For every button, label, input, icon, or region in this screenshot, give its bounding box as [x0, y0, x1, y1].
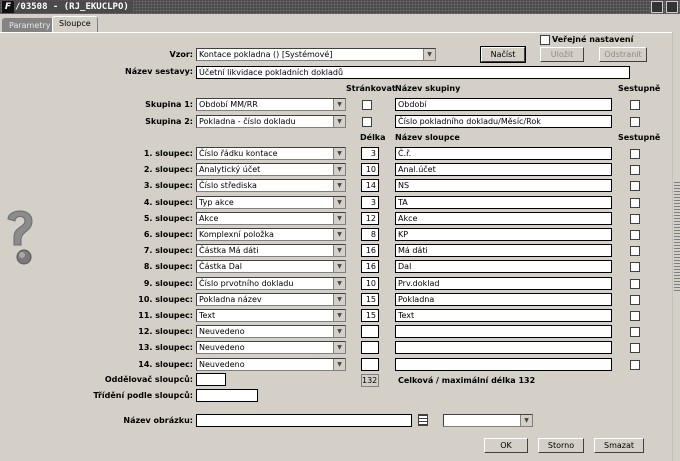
chevron-down-icon: ▼ [333, 261, 345, 272]
chevron-down-icon: ▼ [520, 415, 532, 426]
chevron-down-icon: ▼ [333, 294, 345, 305]
column-select[interactable] [196, 277, 346, 290]
load-button[interactable]: Načíst [481, 47, 525, 62]
column-select-value: Číslo řádku kontace [199, 149, 278, 158]
window-title: /03508 - (RJ_EKUCLPO) [15, 1, 133, 13]
column-label: 6. sloupec: [143, 230, 193, 239]
column-name-input[interactable]: Č.ř. [395, 147, 612, 160]
column-desc-checkbox[interactable] [630, 165, 640, 175]
column-select-value: Text [199, 311, 216, 320]
chevron-down-icon: ▼ [333, 342, 345, 353]
column-label: 9. sloupec: [143, 279, 193, 288]
column-length-input[interactable] [361, 325, 379, 338]
vzor-label: Vzor: [169, 50, 193, 59]
chevron-down-icon: ▼ [333, 180, 345, 191]
app-logo-icon: F [2, 1, 14, 13]
column-desc-checkbox[interactable] [630, 214, 640, 224]
group-2-page-checkbox[interactable] [362, 117, 372, 127]
column-length-input[interactable]: 3 [361, 147, 379, 160]
column-select[interactable] [196, 163, 346, 176]
column-select[interactable] [196, 358, 346, 371]
column-select-value: Akce [199, 214, 219, 223]
column-name-input[interactable] [395, 341, 612, 354]
chevron-down-icon: ▼ [333, 245, 345, 256]
column-name-input[interactable]: Prv.doklad [395, 277, 612, 290]
column-desc-checkbox[interactable] [630, 149, 640, 159]
group-1-desc-checkbox[interactable] [630, 100, 640, 110]
chevron-down-icon: ▼ [333, 213, 345, 224]
column-label: 14. sloupec: [138, 360, 193, 369]
column-select[interactable] [196, 212, 346, 225]
column-name-input[interactable]: KP [395, 228, 612, 241]
set-name-input[interactable]: Účetní likvidace pokladních dokladů [196, 66, 630, 79]
column-label: 10. sloupec: [138, 295, 193, 304]
group-1-label: Skupina 1: [145, 100, 193, 109]
column-select-value: Částka Má dáti [199, 246, 259, 255]
column-select-value: Typ akce [199, 198, 234, 207]
total-length-value: 132 [362, 376, 378, 385]
column-select-value: Částka Dal [199, 262, 243, 271]
column-name-input[interactable]: Akce [395, 212, 612, 225]
set-name-label: Název sestavy: [125, 67, 193, 76]
group-name-header: Název skupiny [395, 84, 461, 93]
column-label: 11. sloupec: [138, 311, 193, 320]
column-name-header: Název sloupce [395, 133, 460, 142]
column-name-input[interactable]: NS [395, 179, 612, 192]
column-length-input[interactable]: 15 [361, 309, 379, 322]
help-question-icon [2, 205, 38, 265]
column-desc-header: Sestupně [618, 133, 661, 142]
column-label: 13. sloupec: [138, 343, 193, 352]
chevron-down-icon: ▼ [333, 229, 345, 240]
tab-bar [0, 16, 680, 32]
column-label: 12. sloupec: [138, 327, 193, 336]
column-select-value: Číslo prvotního dokladu [199, 279, 294, 288]
page-break-header: Stránkovat [346, 84, 396, 93]
column-desc-checkbox[interactable] [630, 295, 640, 305]
public-label: Veřejné nastavení [552, 35, 634, 44]
tab-parametry[interactable]: Parametry [2, 18, 57, 32]
column-length-input[interactable]: 10 [361, 277, 379, 290]
column-name-input[interactable]: Text [395, 309, 612, 322]
column-desc-checkbox[interactable] [630, 279, 640, 289]
column-desc-checkbox[interactable] [630, 327, 640, 337]
group-2-name-input[interactable]: Číslo pokladního dokladu/Měsíc/Rok [395, 115, 612, 128]
remove-button[interactable]: Odstranit [599, 47, 647, 62]
group-1-name-input[interactable]: Období [395, 98, 612, 111]
list-picker-icon[interactable] [418, 414, 428, 426]
column-label: 2. sloupec: [143, 165, 193, 174]
minimize-icon[interactable] [651, 1, 663, 13]
column-name-input[interactable]: Anal.účet [395, 163, 612, 176]
column-name-input[interactable] [395, 325, 612, 338]
image-name-input[interactable] [196, 414, 412, 427]
save-button[interactable]: Uložit [540, 47, 584, 62]
column-select-value: Číslo střediska [199, 181, 257, 190]
column-desc-checkbox[interactable] [630, 246, 640, 256]
separator-label: Oddělovač sloupců: [104, 375, 193, 384]
group-2-label: Skupina 2: [145, 117, 193, 126]
column-label: 4. sloupec: [143, 198, 193, 207]
total-length-text: Celková / maximální délka 132 [398, 376, 536, 385]
column-length-input[interactable]: 3 [361, 196, 379, 209]
vertical-scrollbar[interactable] [672, 32, 680, 461]
column-desc-checkbox[interactable] [630, 181, 640, 191]
column-length-input[interactable]: 16 [361, 260, 379, 273]
column-length-input[interactable] [361, 341, 379, 354]
cancel-button[interactable]: Storno [538, 438, 584, 453]
chevron-down-icon: ▼ [333, 278, 345, 289]
scrollbar-grip[interactable] [674, 182, 680, 292]
column-select[interactable] [196, 244, 346, 257]
column-select[interactable] [196, 179, 346, 192]
column-desc-checkbox[interactable] [630, 230, 640, 240]
column-select[interactable] [196, 147, 346, 160]
column-length-input[interactable] [361, 358, 379, 371]
chevron-down-icon: ▼ [333, 197, 345, 208]
chevron-down-icon: ▼ [333, 359, 345, 370]
column-select-value: Pokladna název [199, 295, 262, 304]
chevron-down-icon: ▼ [423, 49, 435, 60]
column-select-value: Neuvedeno [199, 360, 245, 369]
ok-button[interactable]: OK [484, 438, 528, 453]
column-name-input[interactable] [395, 358, 612, 371]
group-2-select[interactable]: Pokladna - číslo dokladu ▼ [196, 115, 346, 128]
column-name-input[interactable]: Dal [395, 260, 612, 273]
group-1-select[interactable]: Období MM/RR ▼ [196, 98, 346, 111]
column-label: 5. sloupec: [143, 214, 193, 223]
column-length-input[interactable]: 8 [361, 228, 379, 241]
column-length-input[interactable]: 15 [361, 293, 379, 306]
title-bar [0, 0, 680, 14]
column-label: 8. sloupec: [143, 262, 193, 271]
column-desc-checkbox[interactable] [630, 311, 640, 321]
column-select[interactable] [196, 293, 346, 306]
column-name-input[interactable]: Má dáti [395, 244, 612, 257]
group-desc-header: Sestupně [618, 84, 661, 93]
group-2-desc-checkbox[interactable] [630, 117, 640, 127]
chevron-down-icon: ▼ [333, 326, 345, 337]
column-select[interactable] [196, 341, 346, 354]
public-checkbox[interactable] [540, 35, 550, 45]
column-length-input[interactable]: 16 [361, 244, 379, 257]
chevron-down-icon: ▼ [333, 148, 345, 159]
sort-label: Třídění podle sloupců: [93, 391, 193, 400]
column-label: 7. sloupec: [143, 246, 193, 255]
maximize-icon[interactable] [666, 1, 678, 13]
sort-input[interactable] [196, 389, 258, 402]
column-select[interactable] [196, 309, 346, 322]
column-name-input[interactable]: TA [395, 196, 612, 209]
column-select-value: Komplexní položka [199, 230, 274, 239]
chevron-down-icon: ▼ [333, 310, 345, 321]
vzor-select[interactable]: Kontace pokladna () [Systémové] ▼ [196, 48, 436, 61]
column-label: 1. sloupec: [143, 149, 193, 158]
column-desc-checkbox[interactable] [630, 360, 640, 370]
column-desc-checkbox[interactable] [630, 198, 640, 208]
delete-button[interactable]: Smazat [594, 438, 644, 453]
chevron-down-icon: ▼ [333, 116, 345, 127]
column-name-input[interactable]: Pokladna [395, 293, 612, 306]
image-type-select[interactable] [443, 414, 533, 427]
column-desc-checkbox[interactable] [630, 262, 640, 272]
chevron-down-icon: ▼ [333, 164, 345, 175]
group-1-page-checkbox[interactable] [362, 100, 372, 110]
column-length-input[interactable]: 14 [361, 179, 379, 192]
column-select-value: Neuvedeno [199, 343, 245, 352]
column-label: 3. sloupec: [143, 181, 193, 190]
column-select[interactable] [196, 196, 346, 209]
column-desc-checkbox[interactable] [630, 343, 640, 353]
column-select-value: Analytický účet [199, 165, 261, 174]
column-select[interactable] [196, 228, 346, 241]
column-select[interactable] [196, 260, 346, 273]
separator-input[interactable] [196, 373, 226, 386]
chevron-down-icon: ▼ [333, 99, 345, 110]
length-header: Délka [360, 133, 386, 142]
image-name-label: Název obrázku: [123, 416, 193, 425]
column-length-input[interactable]: 12 [361, 212, 379, 225]
column-length-input[interactable]: 10 [361, 163, 379, 176]
tab-sloupce[interactable]: Sloupce [52, 16, 98, 33]
column-select-value: Neuvedeno [199, 327, 245, 336]
column-select[interactable] [196, 325, 346, 338]
